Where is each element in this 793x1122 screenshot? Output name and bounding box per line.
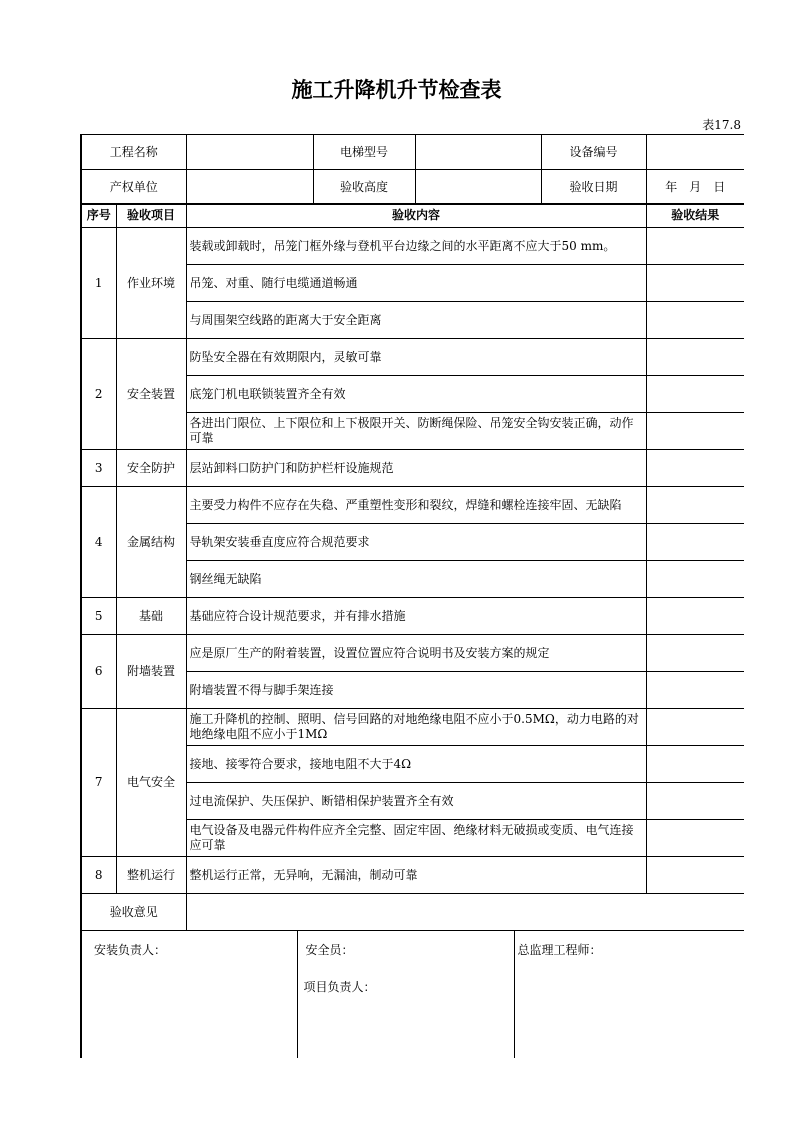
- checklist-table: [80, 203, 744, 894]
- table-row: [81, 487, 744, 524]
- check-result-field[interactable]: [646, 339, 744, 376]
- item-number: 7: [81, 709, 116, 857]
- supervisor-signature[interactable]: [514, 931, 744, 1059]
- height-field[interactable]: [415, 170, 541, 205]
- item-name: 电气安全: [116, 709, 186, 857]
- project-name-label: 工程名称: [81, 135, 186, 170]
- check-content: 附墙装置不得与脚手架连接: [186, 672, 646, 709]
- check-result-field[interactable]: [646, 598, 744, 635]
- check-content: 电气设备及电器元件构件应齐全完整、固定牢固、绝缘材料无破损或变质、电气连接应可靠: [186, 820, 646, 857]
- owner-field[interactable]: [186, 170, 313, 205]
- item-name: 金属结构: [116, 487, 186, 598]
- header-no: 序号: [81, 204, 116, 228]
- table-row: [81, 598, 744, 635]
- check-content: 防坠安全器在有效期限内，灵敏可靠: [186, 339, 646, 376]
- check-content: 装载或卸载时，吊笼门框外缘与登机平台边缘之间的水平距离不应大于50 mm。: [186, 228, 646, 265]
- table-row: [81, 228, 744, 265]
- check-content: 吊笼、对重、随行电缆通道畅通: [186, 265, 646, 302]
- owner-label: 产权单位: [81, 170, 186, 205]
- check-content: 层站卸料口防护门和防护栏杆设施规范: [186, 450, 646, 487]
- check-content: 底笼门机电联锁装置齐全有效: [186, 376, 646, 413]
- check-content: 导轨架安装垂直度应符合规范要求: [186, 524, 646, 561]
- check-result-field[interactable]: [646, 228, 744, 265]
- check-result-field[interactable]: [646, 709, 744, 746]
- installer-signature[interactable]: [81, 931, 297, 1059]
- opinion-table: [80, 893, 744, 931]
- check-result-field[interactable]: [646, 265, 744, 302]
- table-number: 表17.8: [702, 118, 741, 132]
- check-result-field[interactable]: [646, 450, 744, 487]
- equipment-no-label: 设备编号: [541, 135, 646, 170]
- check-result-field[interactable]: [646, 487, 744, 524]
- check-content: 主要受力构件不应存在失稳、严重塑性变形和裂纹，焊缝和螺栓连接牢固、无缺陷: [186, 487, 646, 524]
- check-result-field[interactable]: [646, 413, 744, 450]
- signature-table: [80, 930, 744, 1058]
- item-name: 整机运行: [116, 857, 186, 894]
- table-row: [81, 635, 744, 672]
- check-content: 过电流保护、失压保护、断错相保护装置齐全有效: [186, 783, 646, 820]
- check-result-field[interactable]: [646, 746, 744, 783]
- header-content: 验收内容: [186, 204, 646, 228]
- check-content: 整机运行正常，无异响，无漏油，制动可靠: [186, 857, 646, 894]
- elevator-model-label: 电梯型号: [313, 135, 415, 170]
- item-number: 2: [81, 339, 116, 450]
- check-result-field[interactable]: [646, 820, 744, 857]
- check-content: 与周围架空线路的距离大于安全距离: [186, 302, 646, 339]
- header-result: 验收结果: [646, 204, 744, 228]
- table-row: [81, 450, 744, 487]
- table-row: [81, 857, 744, 894]
- item-number: 4: [81, 487, 116, 598]
- day-label: 日: [713, 179, 726, 194]
- item-name: 安全装置: [116, 339, 186, 450]
- opinion-field[interactable]: [186, 894, 744, 931]
- table-row: [81, 339, 744, 376]
- page-title: 施工升降机升节检查表: [291, 78, 502, 102]
- check-result-field[interactable]: [646, 672, 744, 709]
- item-number: 3: [81, 450, 116, 487]
- installer-label: 安装负责人：: [94, 943, 167, 957]
- item-name: 安全防护: [116, 450, 186, 487]
- header-item: 验收项目: [116, 204, 186, 228]
- check-content: 应是原厂生产的附着装置，设置位置应符合说明书及安装方案的规定: [186, 635, 646, 672]
- check-result-field[interactable]: [646, 783, 744, 820]
- project-name-field[interactable]: [186, 135, 313, 170]
- table-row: [81, 709, 744, 746]
- item-number: 8: [81, 857, 116, 894]
- elevator-model-field[interactable]: [415, 135, 541, 170]
- item-name: 附墙装置: [116, 635, 186, 709]
- info-table: [80, 134, 744, 205]
- equipment-no-field[interactable]: [646, 135, 744, 170]
- check-result-field[interactable]: [646, 302, 744, 339]
- opinion-label: 验收意见: [81, 894, 186, 931]
- item-number: 5: [81, 598, 116, 635]
- item-name: 基础: [116, 598, 186, 635]
- check-content: 施工升降机的控制、照明、信号回路的对地绝缘电阻不应小于0.5MΩ，动力电路的对地绝缘电阻不应小于1MΩ: [186, 709, 646, 746]
- project-manager-label: 项目负责人：: [303, 980, 376, 994]
- check-content: 基础应符合设计规范要求，并有排水措施: [186, 598, 646, 635]
- check-content: 接地、接零符合要求，接地电阻不大于4Ω: [186, 746, 646, 783]
- check-content: 各进出门限位、上下限位和上下极限开关、防断绳保险、吊笼安全钩安装正确，动作可靠: [186, 413, 646, 450]
- check-content: 钢丝绳无缺陷: [186, 561, 646, 598]
- check-result-field[interactable]: [646, 635, 744, 672]
- check-result-field[interactable]: [646, 524, 744, 561]
- safety-signature[interactable]: [297, 931, 514, 1059]
- chief-supervisor-label: 总监理工程师：: [517, 943, 602, 957]
- item-name: 作业环境: [116, 228, 186, 339]
- height-label: 验收高度: [313, 170, 415, 205]
- item-number: 1: [81, 228, 116, 339]
- date-label: 验收日期: [541, 170, 646, 205]
- date-field[interactable]: [646, 170, 744, 205]
- year-label: 年: [665, 179, 678, 194]
- month-label: 月: [689, 179, 702, 194]
- check-result-field[interactable]: [646, 561, 744, 598]
- safety-officer-label: 安全员：: [305, 943, 354, 957]
- check-result-field[interactable]: [646, 376, 744, 413]
- check-result-field[interactable]: [646, 857, 744, 894]
- item-number: 6: [81, 635, 116, 709]
